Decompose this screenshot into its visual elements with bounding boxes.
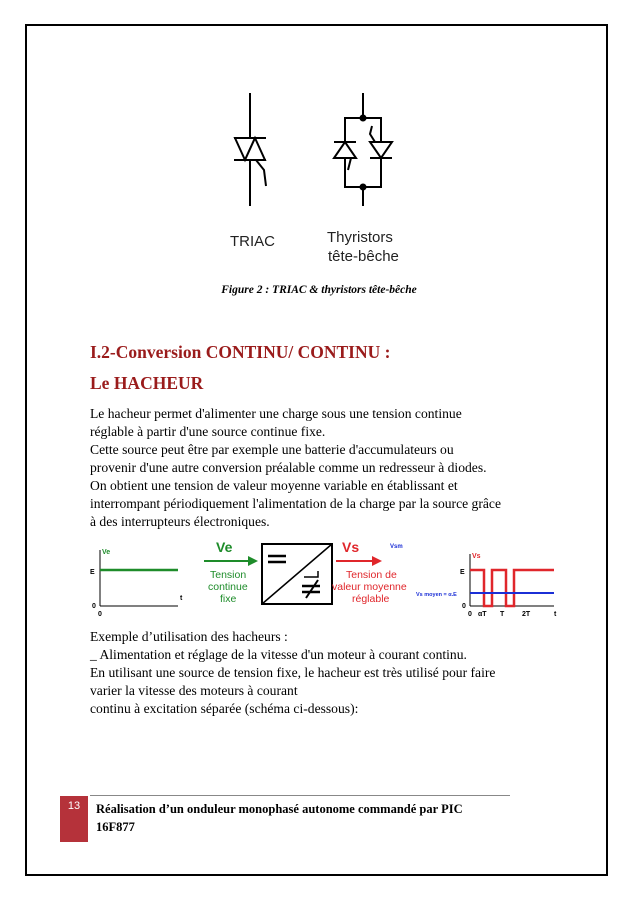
- tension-continue-line2: continue: [208, 581, 248, 593]
- right-e-tick: E: [460, 569, 465, 576]
- right-zero-x-tick: 0: [468, 611, 472, 618]
- t-axis-label: t: [180, 595, 183, 602]
- page-number-badge: 13: [60, 796, 88, 842]
- vsm-label: Vsm: [390, 544, 403, 550]
- ve-label: Ve: [216, 539, 233, 555]
- paragraph-example: [90, 628, 560, 718]
- input-voltage-graph: [90, 549, 183, 618]
- zero-y-tick: 0: [92, 603, 96, 610]
- footer-rule: [90, 795, 510, 796]
- triac-thyristor-figure: [220, 88, 420, 268]
- e-tick: E: [90, 569, 95, 576]
- dc-dc-converter-box: [262, 544, 332, 604]
- hacheur-diagram: [80, 539, 560, 618]
- ve-axis-label: Ve: [102, 549, 111, 556]
- tension-variable-line2: valeur moyenne: [332, 581, 407, 593]
- vs-axis-label: Vs: [472, 553, 481, 560]
- paragraph-line: Cette source peut être par exemple une batterie d'accumulateurs ou: [90, 442, 454, 457]
- alpha-t-tick: αT: [478, 611, 487, 618]
- paragraph-line: à des interrupteurs électroniques.: [90, 514, 270, 529]
- paragraph-line: provenir d'une autre conversion préalable comme un redresseur à diodes.: [90, 460, 487, 475]
- mean-voltage-label: Vs moyen = α.E: [416, 592, 457, 598]
- paragraph-line: réglable à partir d'une source continue fixe.: [90, 424, 326, 439]
- footer-line1: Réalisation d’un onduleur monophasé autonome commandé par PIC: [96, 802, 463, 816]
- triac-symbol: [234, 93, 266, 206]
- input-arrowhead: [248, 556, 258, 566]
- paragraph-line: varier la vitesse des moteurs à courant: [90, 683, 298, 698]
- paragraph-line: _ Alimentation et réglage de la vitesse d'un moteur à courant continu.: [90, 647, 467, 662]
- vs-label: Vs: [342, 539, 360, 555]
- figure-caption: Figure 2 : TRIAC & thyristors tête-bêche: [221, 284, 417, 296]
- tension-continue-line3: fixe: [220, 593, 237, 605]
- tension-variable-line1: Tension de: [346, 569, 397, 581]
- tension-continue-line1: Tension: [210, 569, 247, 581]
- thyristors-label-line2: tête-bêche: [328, 248, 399, 265]
- zero-x-tick: 0: [98, 611, 102, 618]
- section-subtitle: Le HACHEUR: [90, 373, 204, 393]
- output-arrowhead: [372, 556, 382, 566]
- section-title: I.2-Conversion CONTINU/ CONTINU :: [90, 342, 391, 362]
- triac-label: TRIAC: [230, 233, 275, 250]
- footer-line2: 16F877: [96, 820, 135, 834]
- pwm-waveform: [470, 570, 554, 606]
- tension-variable-line3: réglable: [352, 593, 390, 605]
- junction-dot-bottom: [360, 184, 367, 191]
- paragraph-line: On obtient une tension de valeur moyenne variable en établissant et: [90, 478, 458, 493]
- junction-dot-top: [360, 115, 367, 122]
- output-voltage-graph: [416, 553, 557, 618]
- paragraph-line: Exemple d’utilisation des hacheurs :: [90, 629, 288, 644]
- paragraph-line: continu à excitation séparée (schéma ci-dessous):: [90, 701, 359, 716]
- 2t-tick: 2T: [522, 611, 531, 618]
- paragraph-line: interrompant périodiquement l'alimentation de la charge par la source grâce: [90, 496, 501, 511]
- thyristors-label-line1: Thyristors: [327, 229, 393, 246]
- footer-title: [96, 800, 506, 836]
- right-zero-y-tick: 0: [462, 603, 466, 610]
- right-t-axis-label: t: [554, 611, 557, 618]
- t-tick: T: [500, 611, 505, 618]
- paragraph-hacheur: [90, 405, 560, 531]
- paragraph-line: En utilisant une source de tension fixe, le hacheur est très utilisé pour faire: [90, 665, 496, 680]
- paragraph-line: Le hacheur permet d'alimenter une charge sous une tension continue: [90, 406, 462, 421]
